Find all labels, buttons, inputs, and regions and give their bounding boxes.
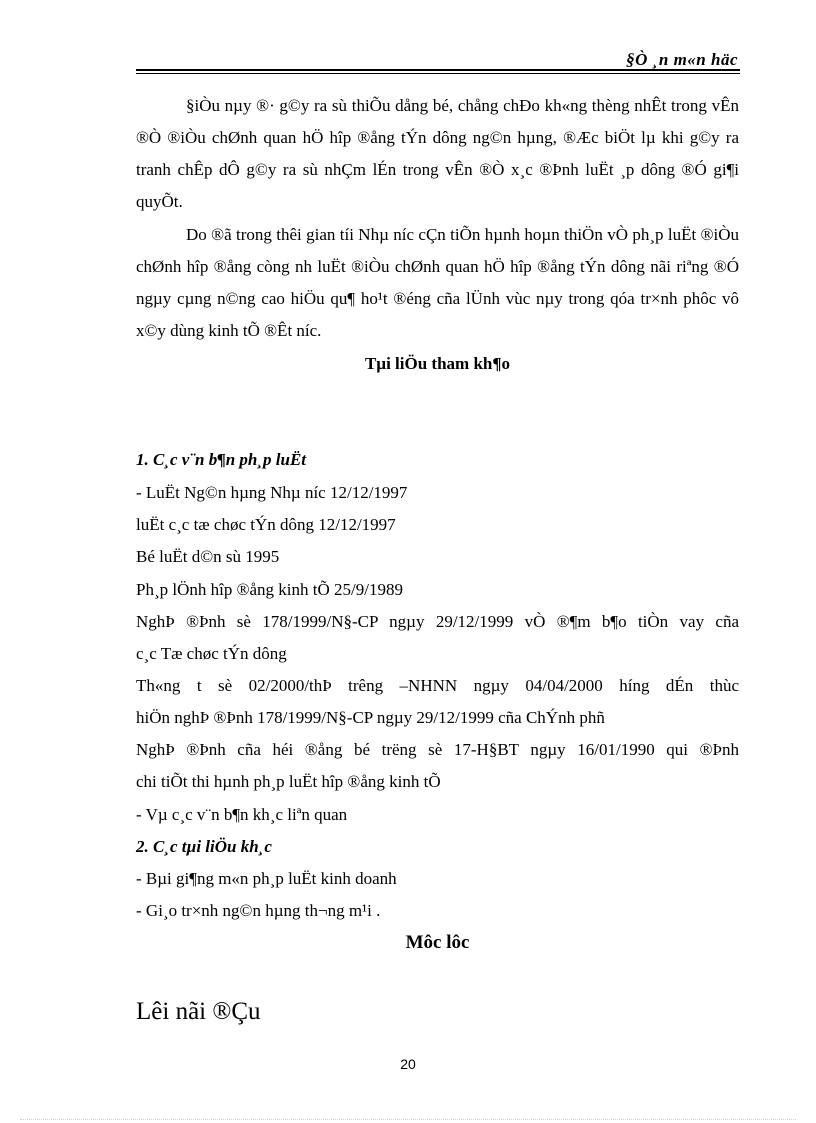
body-paragraph-2: Do ®ã trong thêi gian tíi Nhµ níc cÇn tiÕn hµnh hoµn thiÖn vÒ ph¸p luËt ®iÒu chØnh hîp ®ång còng nh luËt ®iÒu chØnh quan hÖ hîp ®ång tÝn dông nãi riªng ®Ó ngµy cµng n©ng cao hiÖu qu¶ ho¹t ®éng cña lÜnh vùc nµy trong qóa tr×nh phôc vô x©y dùng kinh tÕ ®Êt níc. [136,225,739,340]
reference-item: luËt c¸c tæ chøc tÝn dông 12/12/1997 [136,515,396,534]
references-section-1-title: 1. C¸c v¨n b¶n ph¸p luËt [136,450,307,469]
reference-item-other-docs: - Vµ c¸c v¨n b¶n kh¸c liªn quan [136,805,348,824]
header-rule-thick [136,69,740,71]
body-paragraph-1: §iÒu nµy ®· g©y ra sù thiÕu dång bé, chång chÐo kh«ng thèng nhÊt trong vÊn ®Ò ®iÒu chØnh quan hÖ hîp ®ång tÝn dông ng©n hµng, ®Æc biÖt lµ khi g©y ra tranh chÊp dÔ g©y ra sù nhÇm lÉn trong vÊn ®Ò x¸c ®Þnh luËt ¸p dông ®Ó gi¶i quyÕt. [136,96,739,211]
page-bottom-border [20,1119,796,1120]
reference-item-circular-line-1: Th«ng t sè 02/2000/thÞ trêng –NHNN ngµy 04/04/2000 híng dÉn thùc [136,676,739,695]
reference-item: Bé luËt d©n sù 1995 [136,547,280,566]
contents-first-entry: Lêi nãi ®Çu [136,998,261,1025]
reference-item-decree-line-1: NghÞ ®Þnh sè 178/1999/N§-CP ngµy 29/12/1999 vÒ ®¶m b¶o tiÒn vay cña [136,612,739,631]
reference-item: Ph¸p lÖnh hîp ®ång kinh tÕ 25/9/1989 [136,580,403,599]
references-section-2-title: 2. C¸c tµi liÖu kh¸c [136,837,272,856]
reference-item-circular-line-2: hiÖn nghÞ ®Þnh 178/1999/N§-CP ngµy 29/12/1999 cña ChÝnh phñ [136,708,605,727]
reference-item-council-line-2: chi tiÕt thi hµnh ph¸p luËt hîp ®ång kinh tÕ [136,772,441,791]
reference-item: - Gi¸o tr×nh ng©n hµng th¬ng m¹i . [136,901,381,920]
references-title: Tµi liÖu tham kh¶o [364,354,511,373]
reference-item-council-line-1: NghÞ ®Þnh cña héi ®ång bé trëng sè 17-H§BT ngµy 16/01/1990 qui ®Þnh [136,740,739,759]
contents-title: Môc lôc [405,932,470,953]
page-number: 20 [400,1056,416,1072]
reference-item: - Bµi gi¶ng m«n ph¸p luËt kinh doanh [136,869,397,888]
header-title: §Ò ¸n m«n häc [626,50,738,69]
reference-item-decree-line-2: c¸c Tæ chøc tÝn dông [136,644,287,663]
header-rule-thin [136,73,740,74]
reference-item: - LuËt Ng©n hµng Nhµ níc 12/12/1997 [136,483,408,502]
